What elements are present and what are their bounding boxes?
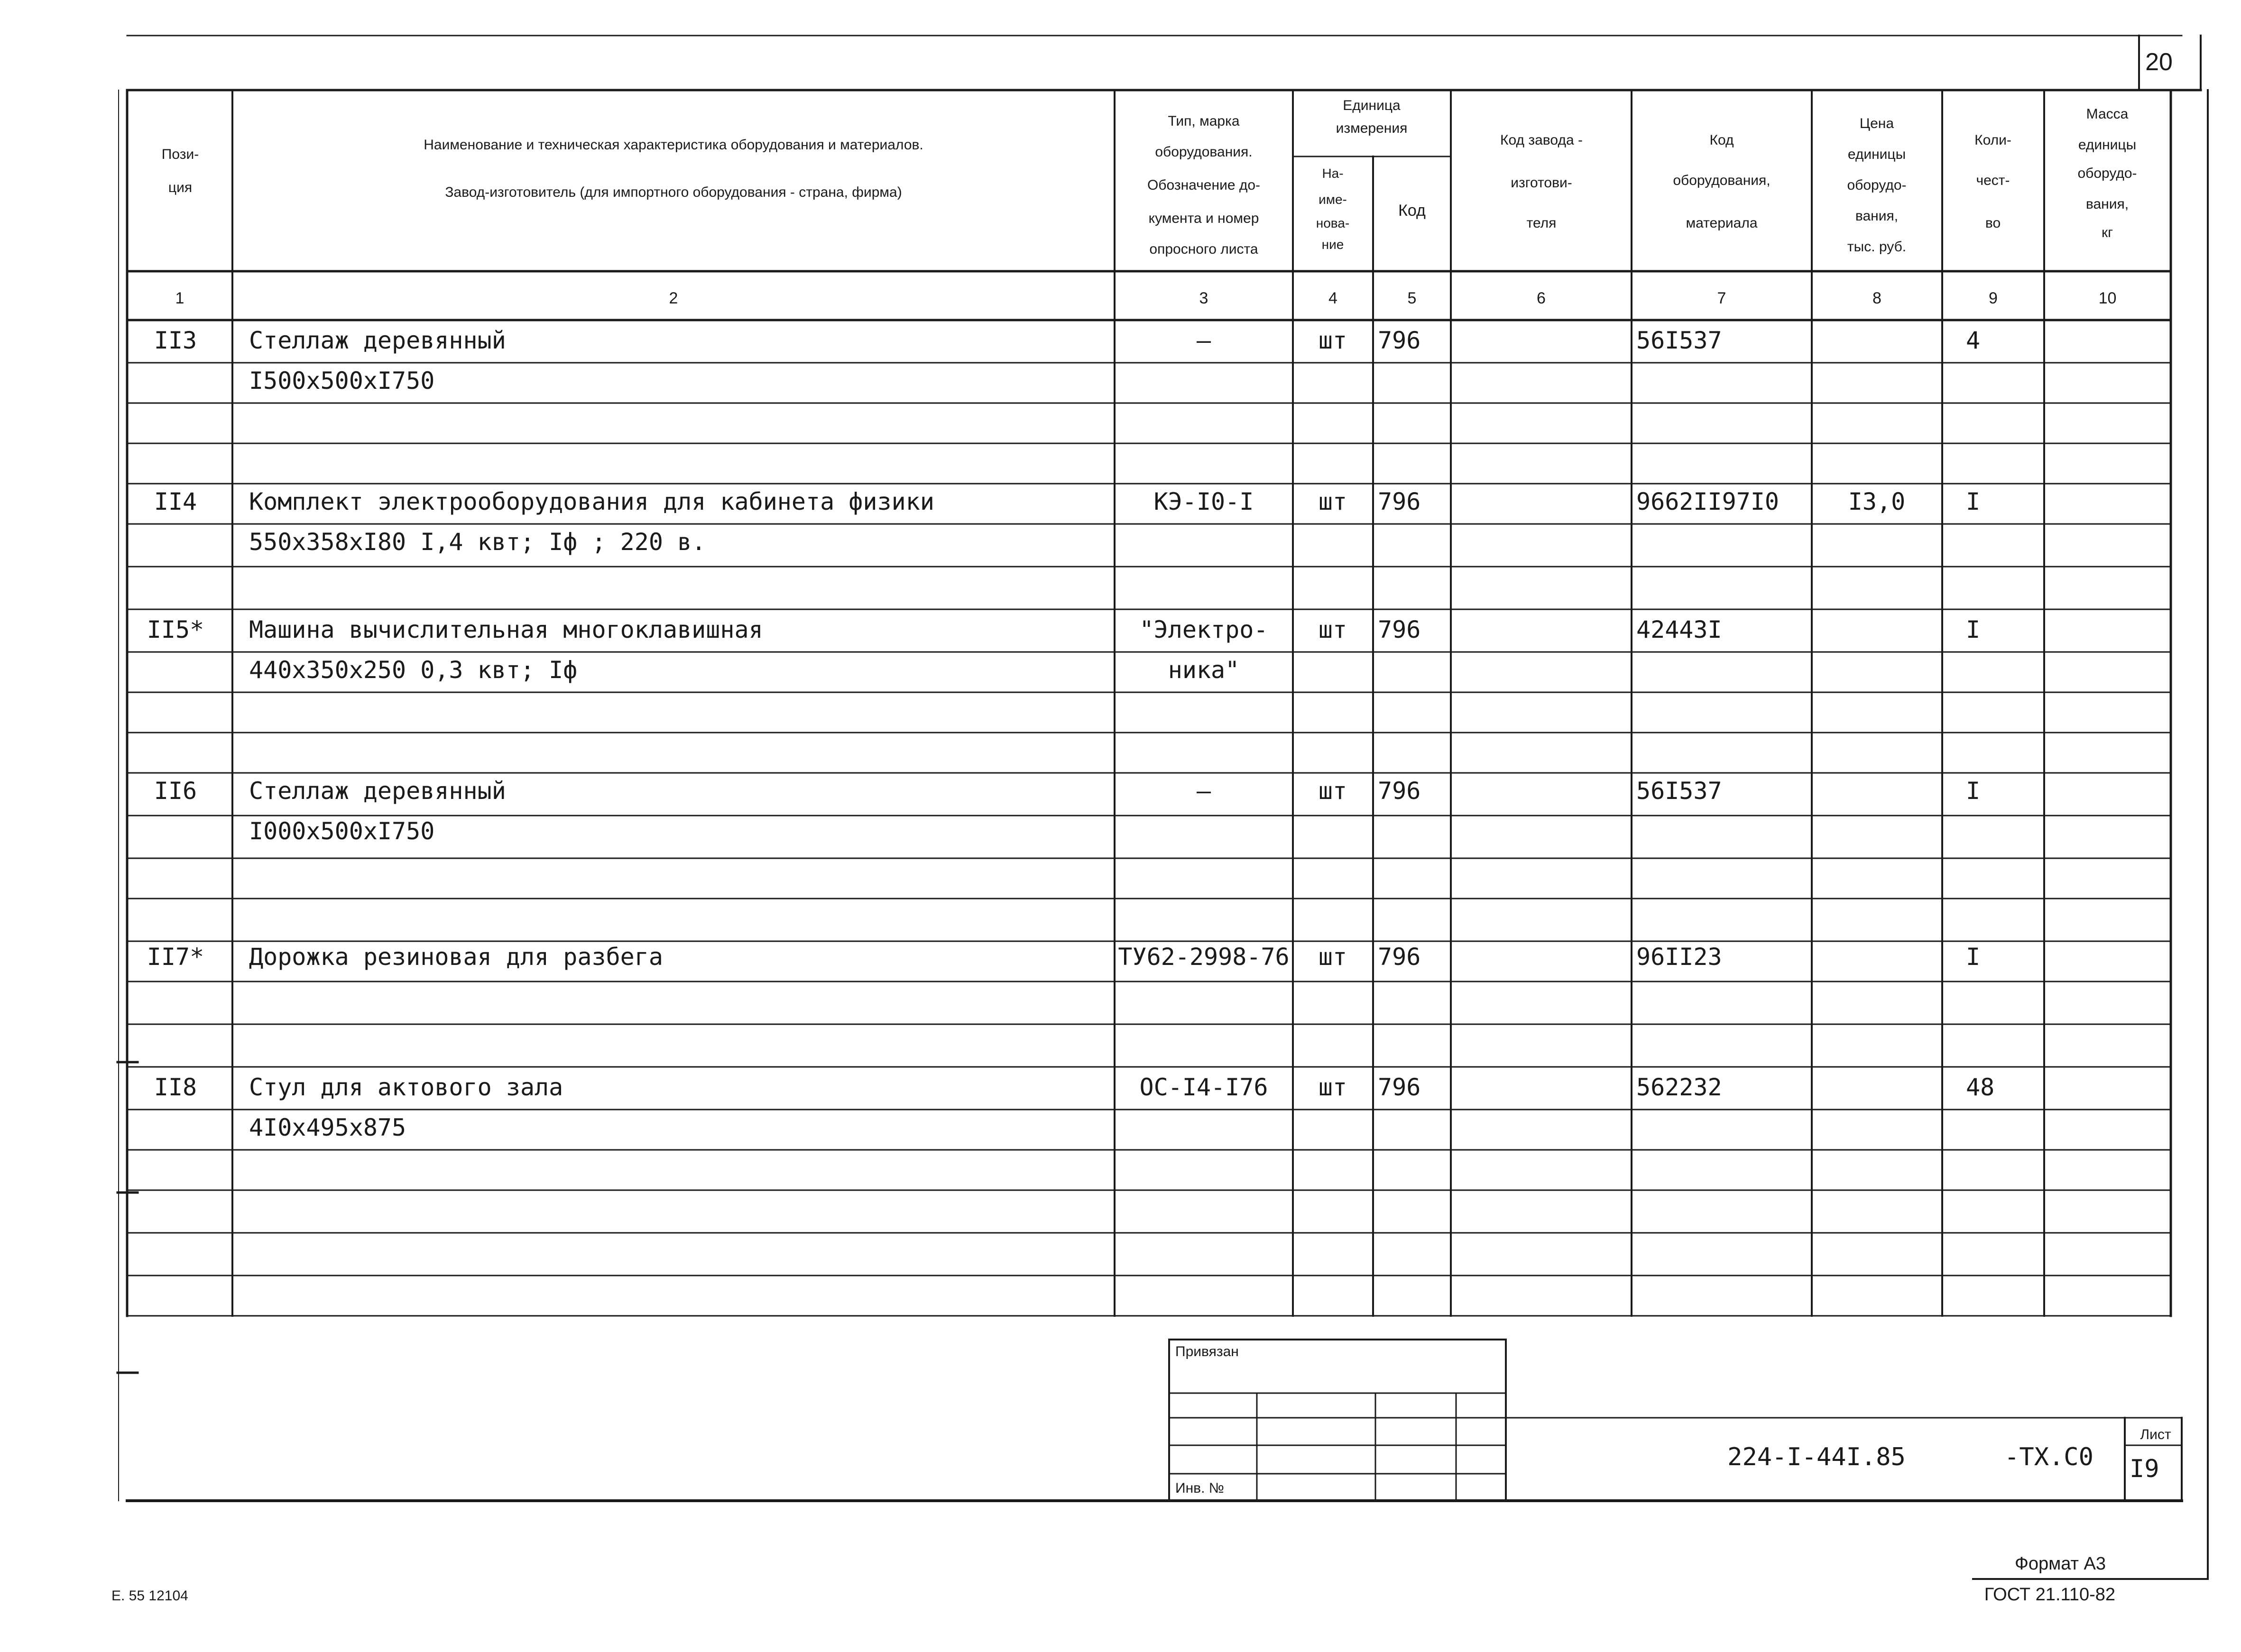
row-position: II8: [154, 1074, 197, 1101]
header-unit-code: Код: [1398, 202, 1426, 220]
gost-label: ГОСТ 21.110-82: [1984, 1585, 2115, 1605]
column-number: 8: [1872, 289, 1881, 307]
document-code: 224-I-44I.85: [1727, 1443, 1906, 1471]
row-unit-code: 796: [1378, 1074, 1421, 1101]
row-unit-code: 796: [1378, 943, 1421, 971]
header-unit-name: нова-: [1316, 216, 1350, 230]
row-equipment-code: 9662II97I0: [1636, 488, 1780, 515]
row-unit-code: 796: [1378, 327, 1421, 354]
row-name: 440x350x250 0,3 квт; Iф: [249, 656, 578, 684]
row-type: —: [1196, 327, 1211, 354]
row-name: Стеллаж деревянный: [249, 327, 506, 354]
row-type: ТУ62-2998-76: [1118, 943, 1290, 971]
row-name: 4I0x495x875: [249, 1114, 406, 1141]
row-name: I500x500xI750: [249, 367, 435, 395]
header-type: кумента и номер: [1148, 211, 1259, 226]
row-quantity: I: [1966, 777, 1981, 805]
row-type: "Электро-: [1139, 616, 1268, 643]
column-number: 2: [669, 289, 678, 307]
row-equipment-code: 562232: [1636, 1074, 1722, 1101]
row-unit-code: 796: [1378, 616, 1421, 643]
header-factory-code: Код завода -: [1500, 132, 1583, 148]
header-price: оборудо-: [1847, 177, 1907, 193]
header-type: Тип, марка: [1168, 113, 1240, 129]
header-mass: Масса: [2086, 106, 2129, 122]
row-unit: шт: [1318, 777, 1347, 805]
header-position: ция: [168, 180, 193, 195]
sheet-number-top: 20: [2145, 48, 2173, 76]
header-equipment-code: Код: [1709, 132, 1734, 148]
header-mass: вания,: [2085, 196, 2129, 212]
header-mass: единицы: [2078, 137, 2137, 153]
header-type: опросного листа: [1149, 241, 1258, 257]
header-unit-group: измерения: [1336, 120, 1408, 136]
row-price: I3,0: [1848, 488, 1906, 515]
header-unit-name: На-: [1322, 166, 1344, 181]
row-name: I000x500xI750: [249, 817, 435, 845]
header-type: Обозначение до-: [1147, 177, 1261, 193]
header-price: вания,: [1855, 208, 1899, 224]
row-type: —: [1196, 777, 1211, 805]
row-unit-code: 796: [1378, 488, 1421, 515]
column-number: 5: [1407, 289, 1417, 307]
row-quantity: I: [1966, 943, 1981, 971]
column-number: 7: [1717, 289, 1726, 307]
row-type: КЭ-I0-I: [1153, 488, 1254, 515]
row-name: Машина вычислительная многоклавишная: [249, 616, 763, 643]
row-quantity: I: [1966, 616, 1981, 643]
stamp-inventory-label: Инв. №: [1175, 1480, 1224, 1496]
row-position: II5*: [147, 616, 204, 643]
header-position: Пози-: [161, 147, 199, 162]
format-label: Формат А3: [2014, 1554, 2106, 1574]
row-name: Стеллаж деревянный: [249, 777, 506, 805]
row-name: Стул для актового зала: [249, 1074, 563, 1101]
column-number: 4: [1328, 289, 1337, 307]
row-quantity: I: [1966, 488, 1981, 515]
header-price: единицы: [1847, 147, 1906, 162]
header-quantity: Коли-: [1974, 132, 2011, 148]
column-number: 1: [175, 289, 184, 307]
column-number: 9: [1989, 289, 1998, 307]
row-equipment-code: 96II23: [1636, 943, 1722, 971]
sheet-value: I9: [2130, 1455, 2159, 1483]
header-mass: оборудо-: [2077, 165, 2137, 181]
row-quantity: 48: [1966, 1074, 1995, 1101]
row-type: ника": [1168, 656, 1240, 684]
row-name: Комплект электрооборудования для кабинета физики: [249, 488, 934, 515]
stamp-bound-label: Привязан: [1175, 1344, 1239, 1359]
row-unit: шт: [1318, 327, 1347, 354]
header-unit-name: име-: [1319, 192, 1347, 207]
row-type: ОС-I4-I76: [1139, 1074, 1268, 1101]
header-unit-name: ние: [1321, 237, 1344, 252]
sheet-label: Лист: [2140, 1427, 2171, 1442]
header-name: Завод-изготовитель (для импортного оборудования - страна, фирма): [445, 184, 902, 200]
header-factory-code: теля: [1526, 215, 1557, 231]
row-position: II6: [154, 777, 197, 805]
column-number: 10: [2098, 289, 2117, 307]
header-equipment-code: оборудования,: [1673, 173, 1771, 188]
document-suffix: -ТХ.С0: [2004, 1443, 2093, 1471]
header-quantity: чест-: [1976, 173, 2010, 188]
header-name: Наименование и техническая характеристика оборудования и материалов.: [424, 137, 923, 153]
header-quantity: во: [1985, 215, 2001, 231]
row-unit: шт: [1318, 1074, 1347, 1101]
column-number: 3: [1199, 289, 1208, 307]
row-position: II7*: [147, 943, 204, 971]
row-quantity: 4: [1966, 327, 1981, 354]
row-unit: шт: [1318, 488, 1347, 515]
row-name: 550x358xI80 I,4 квт; Iф ; 220 в.: [249, 528, 706, 556]
row-equipment-code: 56I537: [1636, 327, 1722, 354]
header-price: Цена: [1859, 116, 1894, 131]
header-mass: кг: [2101, 225, 2113, 240]
archive-note: Е. 55 12104: [111, 1588, 188, 1604]
header-equipment-code: материала: [1686, 215, 1758, 231]
header-type: оборудования.: [1155, 144, 1253, 160]
column-number: 6: [1537, 289, 1546, 307]
header-price: тыс. руб.: [1847, 239, 1907, 255]
row-position: II3: [154, 327, 197, 354]
row-unit-code: 796: [1378, 777, 1421, 805]
row-position: II4: [154, 488, 197, 515]
row-unit: шт: [1318, 616, 1347, 643]
header-factory-code: изготови-: [1511, 175, 1572, 191]
row-equipment-code: 56I537: [1636, 777, 1722, 805]
header-unit-group: Единица: [1343, 98, 1401, 113]
row-equipment-code: 42443I: [1636, 616, 1722, 643]
row-unit: шт: [1318, 943, 1347, 971]
row-name: Дорожка резиновая для разбега: [249, 943, 663, 971]
